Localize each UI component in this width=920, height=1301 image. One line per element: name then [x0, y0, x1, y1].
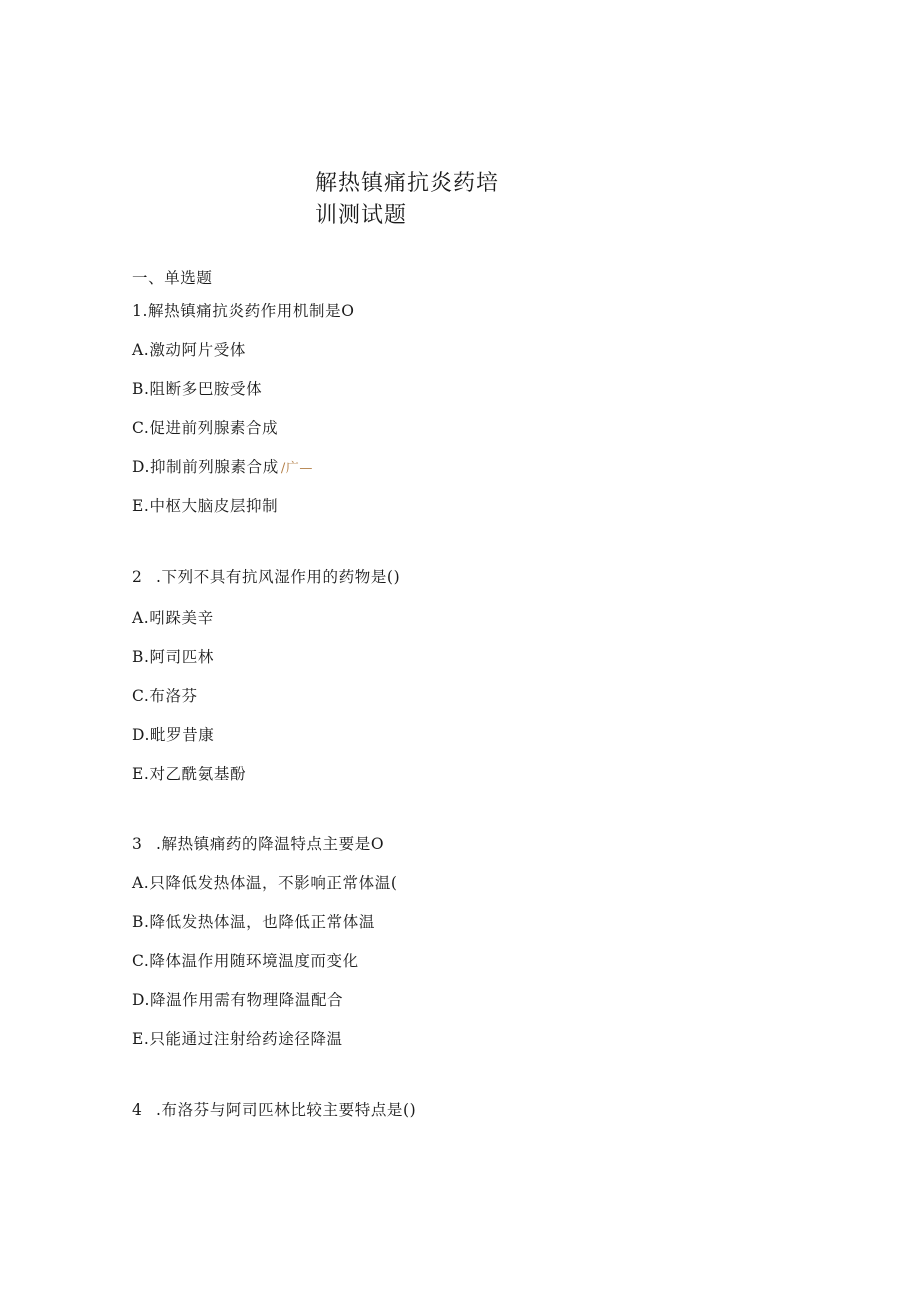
question-3-option-e: E.只能通过注射给药途径降温 [132, 1030, 343, 1048]
question-2-option-d: D.毗罗昔康 [132, 726, 215, 744]
question-3-stem [132, 834, 384, 854]
question-2-option-e: E.对乙酰氨基酚 [132, 765, 247, 783]
section-heading: 一、单选题 [132, 269, 213, 287]
question-3-option-c: C.降体温作用随环境温度而变化 [132, 952, 359, 970]
question-3-option-d: D.降温作用需有物理降温配合 [132, 991, 344, 1009]
question-text: .布洛芬与阿司匹林比较主要特点是() [156, 1101, 417, 1119]
question-text: .下列不具有抗风湿作用的药物是() [156, 568, 401, 586]
option-text: D.抑制前列腺素合成 [132, 458, 279, 476]
question-number: 2 [132, 568, 143, 586]
question-2-option-a: A.吲跺美辛 [132, 609, 214, 627]
question-2-option-c: C.布洛芬 [132, 687, 198, 705]
question-2-option-b: B.阿司匹林 [132, 648, 214, 666]
question-number: 4 [132, 1101, 143, 1119]
document-title-line-2: 训测试题 [315, 203, 408, 228]
question-1-option-c: C.促进前列腺素合成 [132, 419, 279, 437]
question-1-stem [132, 301, 355, 321]
question-text: .解热镇痛药的降温特点主要是O [156, 835, 385, 853]
question-text: 解热镇痛抗炎药作用机制是O [148, 302, 355, 320]
question-2-stem [132, 567, 400, 587]
question-number: 1. [132, 302, 148, 320]
question-number: 3 [132, 835, 143, 853]
question-1-option-e: E.中枢大脑皮层抑制 [132, 497, 279, 515]
question-1-option-d [132, 457, 313, 479]
question-1-option-b: B.阻断多巴胺受体 [132, 380, 263, 398]
document-title-line-1: 解热镇痛抗炎药培 [315, 171, 500, 196]
question-1-option-a: A.激动阿片受体 [132, 341, 246, 359]
scan-artifact-mark: /广— [280, 461, 313, 476]
question-3-option-b: B.降低发热体温，也降低正常体温 [132, 913, 375, 931]
question-3-option-a: A.只降低发热体温，不影响正常体温( [132, 874, 398, 892]
question-4-stem [132, 1100, 416, 1120]
